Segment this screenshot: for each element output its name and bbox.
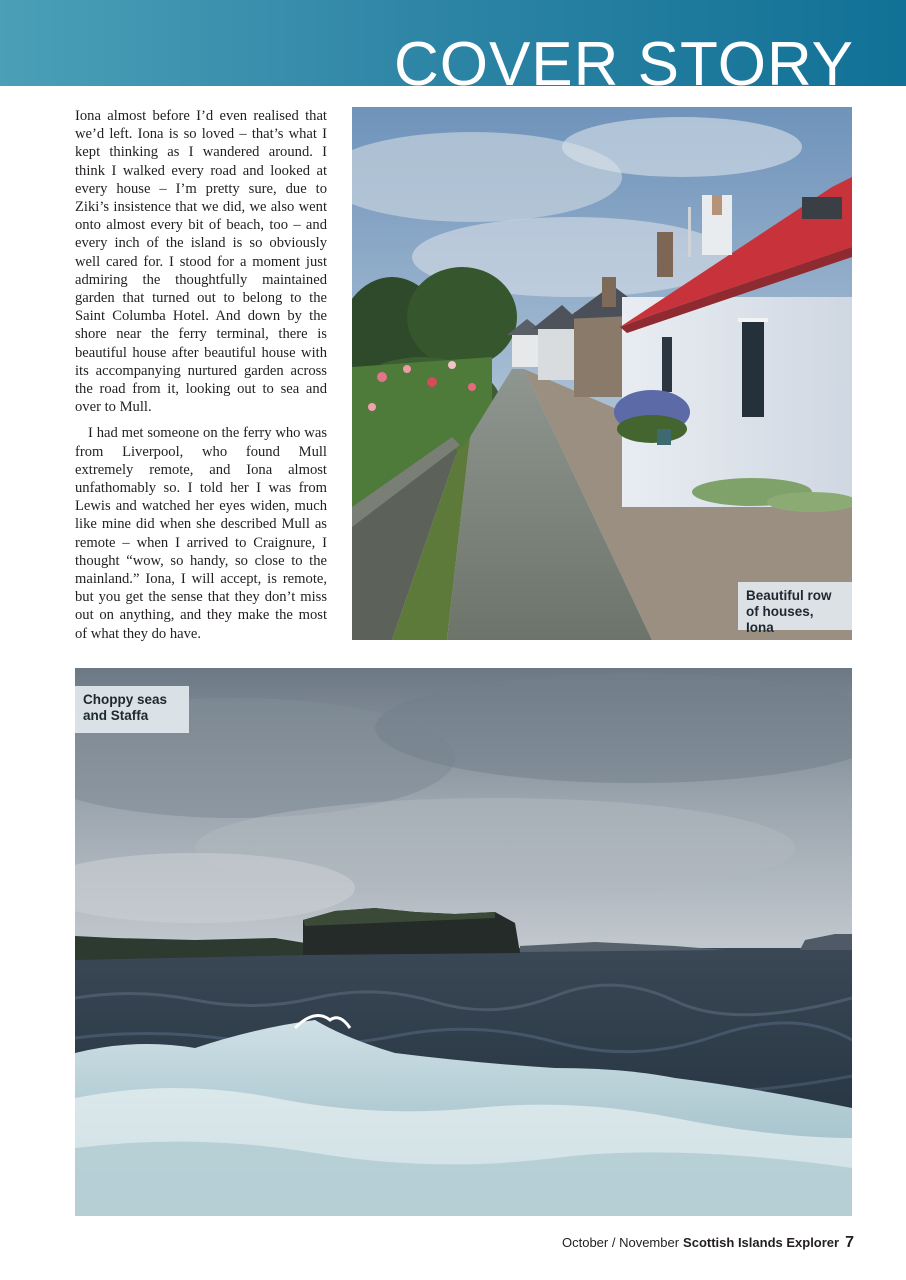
article-body [75, 107, 327, 651]
page-number: 7 [845, 1234, 854, 1251]
sea-photo-caption: Choppy seas and Staffa [75, 686, 189, 733]
page-footer [562, 1233, 854, 1253]
article-paragraph: I had met someone on the ferry who was from Liverpool, who found Mull extremely remote, and Iona almost unfathomably so. I told her I was from Lewis and watched her eyes widen, much like mine did when she described Mull as remote – when I arrived to Craignure, I thought “wow, so handy, so close to the mainland.” Iona, I will accept, is remote, but you get the sense that they don’t miss out on anything, and they make the most of what they do have. [75, 425, 327, 642]
section-title: COVER STORY [393, 30, 854, 99]
sea-photo [75, 668, 852, 1216]
issue-label: October / November [562, 1235, 680, 1250]
article-paragraph: Iona almost before I’d even realised that we’d left. Iona is so loved – that’s what I kept thinking as I wandered around. I think I walked every road and looked at every house – I’m pretty sure, due to Ziki’s insistence that we did, we also went onto almost every bit of beach, too – and every inch of the island is so obviously well cared for. I stood for a moment just admiring the thoughtfully maintained garden that turned out to belong to the Saint Columba Hotel. And down by the shore near the ferry terminal, there is beautiful house after beautiful house with its accompanying nurtured garden across the road from it, looking out to sea and over to Mull. [75, 108, 327, 416]
houses-photo [352, 107, 852, 640]
magazine-name: Scottish Islands Explorer [683, 1235, 840, 1250]
houses-photo-caption: Beautiful row of houses, Iona [738, 582, 852, 630]
